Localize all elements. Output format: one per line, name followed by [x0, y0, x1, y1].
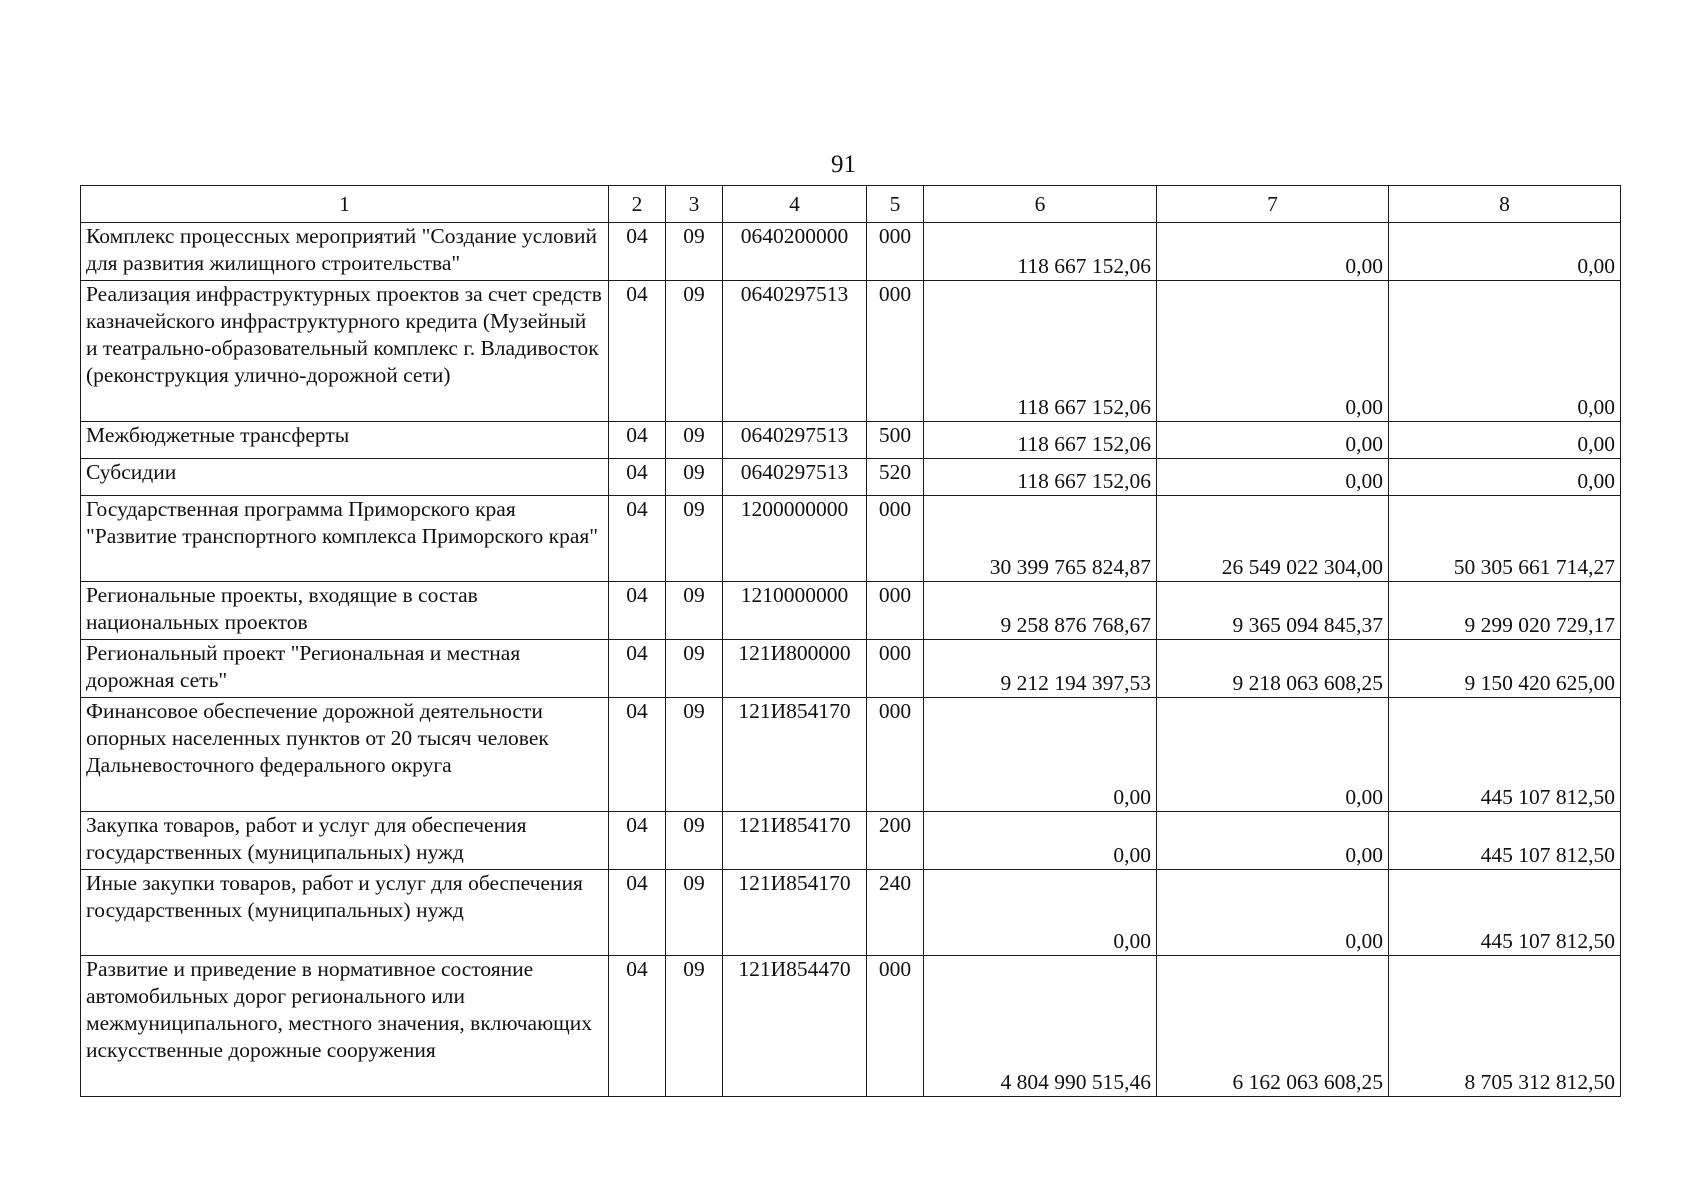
amount-col-8: 445 107 812,50 — [1389, 870, 1621, 956]
header-cell-8: 8 — [1389, 186, 1621, 223]
amount-col-6: 4 804 990 515,46 — [924, 956, 1157, 1097]
expense-type-code: 000 — [867, 223, 924, 281]
expense-type-code: 000 — [867, 640, 924, 698]
subsection-code: 09 — [666, 812, 723, 870]
amount-col-8: 0,00 — [1389, 223, 1621, 281]
section-code: 04 — [609, 870, 666, 956]
expense-type-code: 000 — [867, 496, 924, 582]
header-cell-6: 6 — [924, 186, 1157, 223]
row-name: Развитие и приведение в нормативное состояние автомобильных дорог регионального или межмуниципального, местного значения, включающих искусственные дорожные сооружения — [81, 956, 609, 1097]
row-name: Межбюджетные трансферты — [81, 422, 609, 459]
target-article-code: 121И854170 — [723, 812, 867, 870]
subsection-code: 09 — [666, 459, 723, 496]
amount-col-6: 9 258 876 768,67 — [924, 582, 1157, 640]
target-article-code: 1200000000 — [723, 496, 867, 582]
amount-col-7: 26 549 022 304,00 — [1157, 496, 1389, 582]
subsection-code: 09 — [666, 870, 723, 956]
section-code: 04 — [609, 496, 666, 582]
amount-col-6: 0,00 — [924, 698, 1157, 812]
expense-type-code: 000 — [867, 582, 924, 640]
amount-col-8: 445 107 812,50 — [1389, 698, 1621, 812]
amount-col-6: 118 667 152,06 — [924, 422, 1157, 459]
budget-table — [80, 185, 1621, 1097]
row-name: Комплекс процессных мероприятий "Создание условий для развития жилищного строительства" — [81, 223, 609, 281]
header-cell-4: 4 — [723, 186, 867, 223]
page-number: 91 — [831, 151, 856, 178]
table-row — [81, 496, 1621, 582]
section-code: 04 — [609, 281, 666, 422]
amount-col-7: 0,00 — [1157, 812, 1389, 870]
subsection-code: 09 — [666, 640, 723, 698]
header-cell-2: 2 — [609, 186, 666, 223]
table-row — [81, 870, 1621, 956]
section-code: 04 — [609, 640, 666, 698]
row-name: Государственная программа Приморского края "Развитие транспортного комплекса Приморского края" — [81, 496, 609, 582]
expense-type-code: 000 — [867, 698, 924, 812]
amount-col-7: 0,00 — [1157, 422, 1389, 459]
section-code: 04 — [609, 582, 666, 640]
section-code: 04 — [609, 223, 666, 281]
target-article-code: 121И854470 — [723, 956, 867, 1097]
subsection-code: 09 — [666, 956, 723, 1097]
amount-col-6: 0,00 — [924, 870, 1157, 956]
table-row — [81, 640, 1621, 698]
header-row — [81, 186, 1621, 223]
row-name: Реализация инфраструктурных проектов за счет средств казначейского инфраструктурного кредита (Музейный и театрально-образовательный комплекс г. Владивосток (реконструкция улично-дорожной сети) — [81, 281, 609, 422]
subsection-code: 09 — [666, 281, 723, 422]
row-name: Региональные проекты, входящие в состав национальных проектов — [81, 582, 609, 640]
amount-col-7: 0,00 — [1157, 281, 1389, 422]
target-article-code: 0640297513 — [723, 281, 867, 422]
amount-col-6: 0,00 — [924, 812, 1157, 870]
subsection-code: 09 — [666, 422, 723, 459]
subsection-code: 09 — [666, 698, 723, 812]
section-code: 04 — [609, 812, 666, 870]
amount-col-8: 0,00 — [1389, 459, 1621, 496]
amount-col-7: 9 365 094 845,37 — [1157, 582, 1389, 640]
expense-type-code: 520 — [867, 459, 924, 496]
target-article-code: 0640297513 — [723, 459, 867, 496]
row-name: Региональный проект "Региональная и местная дорожная сеть" — [81, 640, 609, 698]
target-article-code: 121И854170 — [723, 698, 867, 812]
table-row — [81, 223, 1621, 281]
target-article-code: 121И800000 — [723, 640, 867, 698]
amount-col-8: 9 299 020 729,17 — [1389, 582, 1621, 640]
row-name: Субсидии — [81, 459, 609, 496]
expense-type-code: 200 — [867, 812, 924, 870]
subsection-code: 09 — [666, 496, 723, 582]
amount-col-8: 0,00 — [1389, 281, 1621, 422]
target-article-code: 0640297513 — [723, 422, 867, 459]
expense-type-code: 240 — [867, 870, 924, 956]
row-name: Иные закупки товаров, работ и услуг для обеспечения государственных (муниципальных) нужд — [81, 870, 609, 956]
row-name: Закупка товаров, работ и услуг для обеспечения государственных (муниципальных) нужд — [81, 812, 609, 870]
target-article-code: 0640200000 — [723, 223, 867, 281]
amount-col-6: 118 667 152,06 — [924, 459, 1157, 496]
amount-col-7: 0,00 — [1157, 223, 1389, 281]
section-code: 04 — [609, 956, 666, 1097]
expense-type-code: 000 — [867, 956, 924, 1097]
header-cell-3: 3 — [666, 186, 723, 223]
table-row — [81, 698, 1621, 812]
table-row — [81, 582, 1621, 640]
subsection-code: 09 — [666, 223, 723, 281]
header-cell-7: 7 — [1157, 186, 1389, 223]
amount-col-6: 118 667 152,06 — [924, 223, 1157, 281]
amount-col-6: 118 667 152,06 — [924, 281, 1157, 422]
target-article-code: 1210000000 — [723, 582, 867, 640]
section-code: 04 — [609, 698, 666, 812]
section-code: 04 — [609, 459, 666, 496]
amount-col-6: 30 399 765 824,87 — [924, 496, 1157, 582]
table-row — [81, 281, 1621, 422]
header-cell-1: 1 — [81, 186, 609, 223]
amount-col-7: 0,00 — [1157, 870, 1389, 956]
table-row — [81, 459, 1621, 496]
subsection-code: 09 — [666, 582, 723, 640]
target-article-code: 121И854170 — [723, 870, 867, 956]
amount-col-8: 445 107 812,50 — [1389, 812, 1621, 870]
section-code: 04 — [609, 422, 666, 459]
header-cell-5: 5 — [867, 186, 924, 223]
amount-col-8: 9 150 420 625,00 — [1389, 640, 1621, 698]
amount-col-7: 0,00 — [1157, 698, 1389, 812]
amount-col-7: 6 162 063 608,25 — [1157, 956, 1389, 1097]
table-row — [81, 422, 1621, 459]
amount-col-8: 50 305 661 714,27 — [1389, 496, 1621, 582]
table-row — [81, 812, 1621, 870]
amount-col-6: 9 212 194 397,53 — [924, 640, 1157, 698]
row-name: Финансовое обеспечение дорожной деятельности опорных населенных пунктов от 20 тысяч человек Дальневосточного федерального округа — [81, 698, 609, 812]
amount-col-8: 0,00 — [1389, 422, 1621, 459]
amount-col-8: 8 705 312 812,50 — [1389, 956, 1621, 1097]
table-row — [81, 956, 1621, 1097]
expense-type-code: 500 — [867, 422, 924, 459]
amount-col-7: 0,00 — [1157, 459, 1389, 496]
amount-col-7: 9 218 063 608,25 — [1157, 640, 1389, 698]
expense-type-code: 000 — [867, 281, 924, 422]
